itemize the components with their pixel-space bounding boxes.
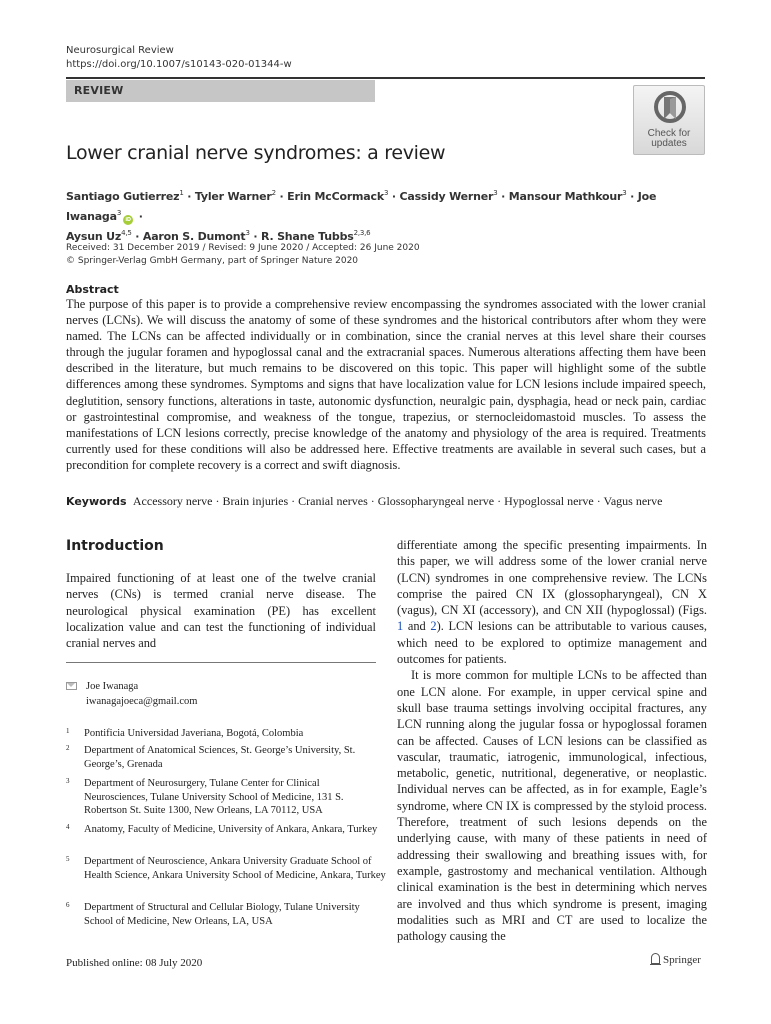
author[interactable]: Aysun Uz$^{4,5}$: [66, 229, 132, 243]
figure-2-link[interactable]: 2: [430, 619, 437, 634]
author[interactable]: Cassidy Werner$^3$: [399, 189, 498, 203]
affiliation: 1 Pontificia Universidad Javeriana, Bogotá, Colombia: [66, 727, 304, 739]
keywords-list: Accessory nerve · Brain injuries · Cranial nerves · Glossopharyngeal nerve · Hypoglossal nerve · Vagus nerve: [132, 494, 663, 508]
affiliation: 4 Anatomy, Faculty of Medicine, University of Ankara, Ankara, Turkey: [66, 823, 378, 835]
keywords-heading: Keywords: [66, 495, 127, 508]
journal-name: Neurosurgical Review: [66, 45, 174, 56]
footnote-rule: [66, 662, 376, 663]
article-type-label: REVIEW: [74, 84, 124, 97]
envelope-icon: [66, 682, 77, 690]
paragraph: differentiate among the specific presenting impairments. In this paper, we will address some of the lower cranial nerve (LCN) syndromes in one comprehensive review. The LCNs comprise the paired CN IX (glossopharyngeal), CN X (vagus), CN XI (accessory), and CN XII (hypoglossal) (Figs. 1 and 2). LCN lesions can be attributable to various causes, which need to be explored to optimize management and outcomes for patients.: [397, 538, 707, 667]
author[interactable]: R. Shane Tubbs$^{2,3,6}$: [260, 229, 371, 243]
published-date: Published online: 08 July 2020: [66, 957, 203, 969]
author-list: Santiago Gutierrez$^1$ · Tyler Warner$^2$ · Erin McCormack$^3$ · Cassidy Werner$^3$ · Mansour Mathkour$^3$ · Joe Iwanaga$^3$iD · Aysun Uz$^{4,5}$ · Aaron S. Dumont$^3$ · R. Shane Tubbs$^{2,3,6}$: [66, 189, 657, 243]
author[interactable]: Aaron S. Dumont$^3$: [142, 229, 250, 243]
affiliation: 2 Department of Anatomical Sciences, St. George’s University, St. George’s, Grenada: [66, 744, 356, 770]
affiliation: 5 Department of Neuroscience, Ankara University Graduate School of Health Science, Ankara University School of Medicine, Ankara, Turkey: [66, 855, 386, 881]
orcid-icon[interactable]: iD: [123, 215, 133, 225]
check-for-updates-label: Check for updates: [647, 128, 691, 149]
affiliation: 3 Department of Neurosurgery, Tulane Center for Clinical Neurosciences, Tulane University School of Medicine, 131 S. Robertson St. Suite 1300, New Orleans, LA 70112, USA: [66, 777, 344, 816]
header-rule: [66, 77, 705, 79]
author[interactable]: Mansour Mathkour$^3$: [508, 189, 627, 203]
affiliation: 6 Department of Structural and Cellular Biology, Tulane University School of Medicine, New Orleans, LA, USA: [66, 901, 360, 927]
check-for-updates-button[interactable]: [633, 85, 705, 155]
author[interactable]: Santiago Gutierrez$^1$: [66, 189, 184, 203]
article-title: Lower cranial nerve syndromes: a review: [66, 142, 446, 164]
author[interactable]: Joe Iwanaga$^3$: [66, 190, 657, 223]
copyright-notice: © Springer-Verlag GmbH Germany, part of Springer Nature 2020: [66, 256, 359, 266]
abstract-heading: Abstract: [66, 283, 119, 296]
author[interactable]: Erin McCormack$^3$: [287, 189, 389, 203]
author[interactable]: Tyler Warner$^2$: [194, 189, 276, 203]
publisher-logo: Springer: [651, 953, 701, 966]
correspondence-email[interactable]: iwanagajoeca@gmail.com: [86, 696, 198, 707]
correspondence-name: Joe Iwanaga: [86, 681, 139, 692]
introduction-text-left: Impaired functioning of at least one of the twelve cranial nerves (CNs) is termed cranial nerve disease. The neurological physical examination (PE) has excellent localization value and can test the functioning of individual cranial nerves and: [66, 571, 376, 651]
article-dates: Received: 31 December 2019 / Revised: 9 June 2020 / Accepted: 26 June 2020: [66, 243, 420, 253]
doi-link[interactable]: https://doi.org/10.1007/s10143-020-01344-w: [66, 59, 292, 70]
bookmark-circle-icon: [654, 91, 686, 127]
correspondence: [86, 679, 197, 709]
introduction-text-right: [397, 537, 707, 944]
introduction-heading: Introduction: [66, 538, 164, 554]
paragraph: It is more common for multiple LCNs to be affected than one LCN alone. For example, in upper cervical spine and skull base trauma settings involving occipital fractures, any LCN running along the jugular fossa or hypoglossal foramen can be affected. Causes of LCN lesions can be classified as vascular, traumatic, iatrogenic, immunological, infectious, metabolic, genetic, nutritional, degenerative, or neoplastic. Individual nerves can be affected, as in for example, Eagle’s syndrome, where CN IX is compressed by the styloid process. Therefore, treatment of such lesions depends on the underlying cause, with many of these patients in need of addressing their swallowing and breathing issues with, for example, gastrostomy and mechanical ventilation. Although clinical examination is the best in determining which nerves are involved and thus which syndrome is present, imaging modalities such as MRI and CT are used to localize the pathology causing the: [397, 668, 707, 944]
springer-horse-icon: [651, 953, 660, 964]
keywords-section: [66, 493, 716, 510]
figure-1-link[interactable]: 1: [397, 619, 404, 634]
abstract-text: The purpose of this paper is to provide a comprehensive review encompassing the syndromes associated with the lower cranial nerves (LCNs). We will discuss the anatomy of some of these syndromes and the historical contributors after whom they were named. The LCNs can be affected individually or in combination, since the cranial nerves at this level share their courses through the jugular foramen and hypoglossal canal and the extracranial spaces. Numerous alterations affecting them have been described in the literature, but much remains to be discovered on this topic. This paper will highlight some of the subtle differences among these syndromes. Symptoms and signs that have localization value for LCN lesions include impaired speech, deglutition, sensory functions, alterations in taste, autonomic dysfunction, neuralgic pain, dysphagia, head or neck pain, cardiac or gastrointestinal compromise, and weakness of the tongue, trapezius, or sternocleidomastoid muscles. To assess the manifestations of LCN lesions correctly, precise knowledge of the anatomy and physiology of the area is required. Treatments currently used for these conditions will also be addressed here. Effective treatments are available in several such cases, but a precondition for complete recovery is a correct and swift diagnosis.: [66, 297, 706, 472]
